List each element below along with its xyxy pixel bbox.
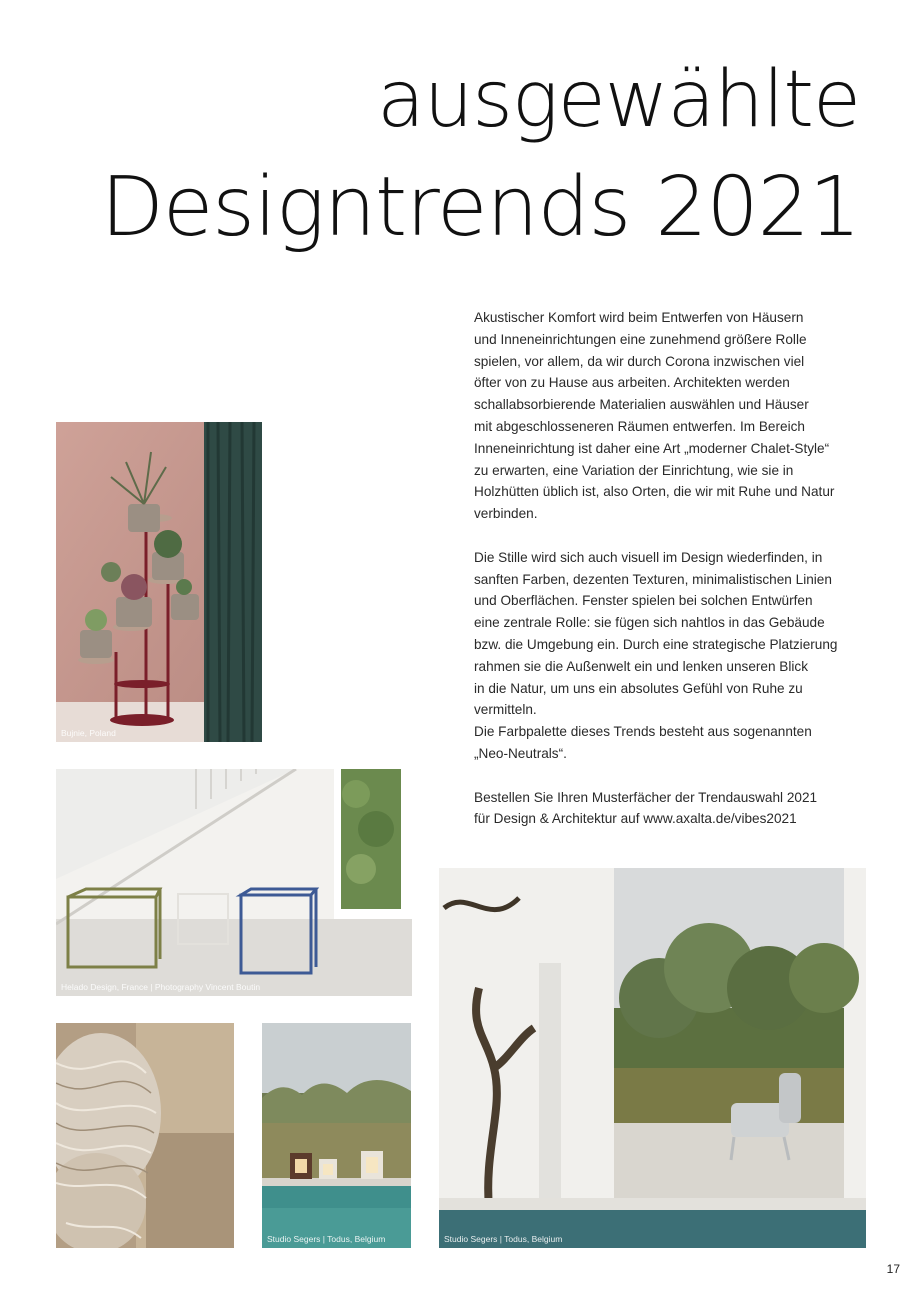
terrace-photo xyxy=(439,868,866,1248)
plant-stand-illustration xyxy=(56,422,262,742)
terrace-photo-caption: Studio Segers | Todus, Belgium xyxy=(444,1234,563,1244)
page-title-line-1: ausgewählte xyxy=(377,55,860,145)
page-number: 17 xyxy=(886,1262,900,1276)
textile-fibres-photo xyxy=(56,1023,234,1248)
lanterns-pool-photo xyxy=(262,1023,411,1248)
lanterns-pool-illustration xyxy=(262,1023,411,1248)
lanterns-pool-photo-caption: Studio Segers | Todus, Belgium xyxy=(267,1234,386,1244)
terrace-illustration xyxy=(439,868,866,1248)
wire-tables-illustration xyxy=(56,769,412,996)
wire-tables-photo-caption: Helado Design, France | Photography Vincent Boutin xyxy=(61,982,261,992)
textile-fibres-illustration xyxy=(56,1023,234,1248)
article-body xyxy=(474,307,864,852)
paragraph-acoustic-comfort: Akustischer Komfort wird beim Entwerfen von Häusern und Inneneinrichtungen eine zunehmend größere Rolle spielen, vor allem, da wir durch Corona inzwischen viel öfter von zu Hause aus arbeiten. Architekten werden schallabsorbierende Materialien auswählen und Häuser mit abgeschlosseneren Räumen entwerfen. Im Bereich Inneneinrichtung ist daher eine Art „moderner Chalet-Style“ zu erwarten, eine Variation der Einrichtung, wie sie in Holzhütten üblich ist, also Orten, die wir mit Ruhe und Natur verbinden. xyxy=(474,310,835,522)
paragraph-color-palette: Die Farbpalette dieses Trends besteht aus sogenannten „Neo-Neutrals“. xyxy=(474,724,812,761)
plant-stand-photo xyxy=(56,422,262,742)
paragraph-order-call-to-action: Bestellen Sie Ihren Musterfächer der Trendauswahl 2021 für Design & Architektur auf www.axalta.de/vibes2021 xyxy=(474,789,818,827)
plant-stand-photo-caption: Bujnie, Poland xyxy=(61,728,116,738)
paragraph-visual-silence: Die Stille wird sich auch visuell im Design wiederfinden, in sanften Farben, dezenten Texturen, minimalistischen Linien und Oberflächen. Fenster spielen bei solchen Entwürfen eine zentrale Rolle: sie fügen sich nahtlos in das Gebäude bzw. die Umgebung ein. Durch eine strategische Platzierung rahmen sie die Außenwelt ein und lenken unseren Blick in die Natur, um uns ein absolutes Gefühl von Ruhe zu vermitteln. xyxy=(474,549,838,718)
wire-tables-photo xyxy=(56,769,412,996)
page-title-line-2: Designtrends 2021 xyxy=(100,160,860,255)
